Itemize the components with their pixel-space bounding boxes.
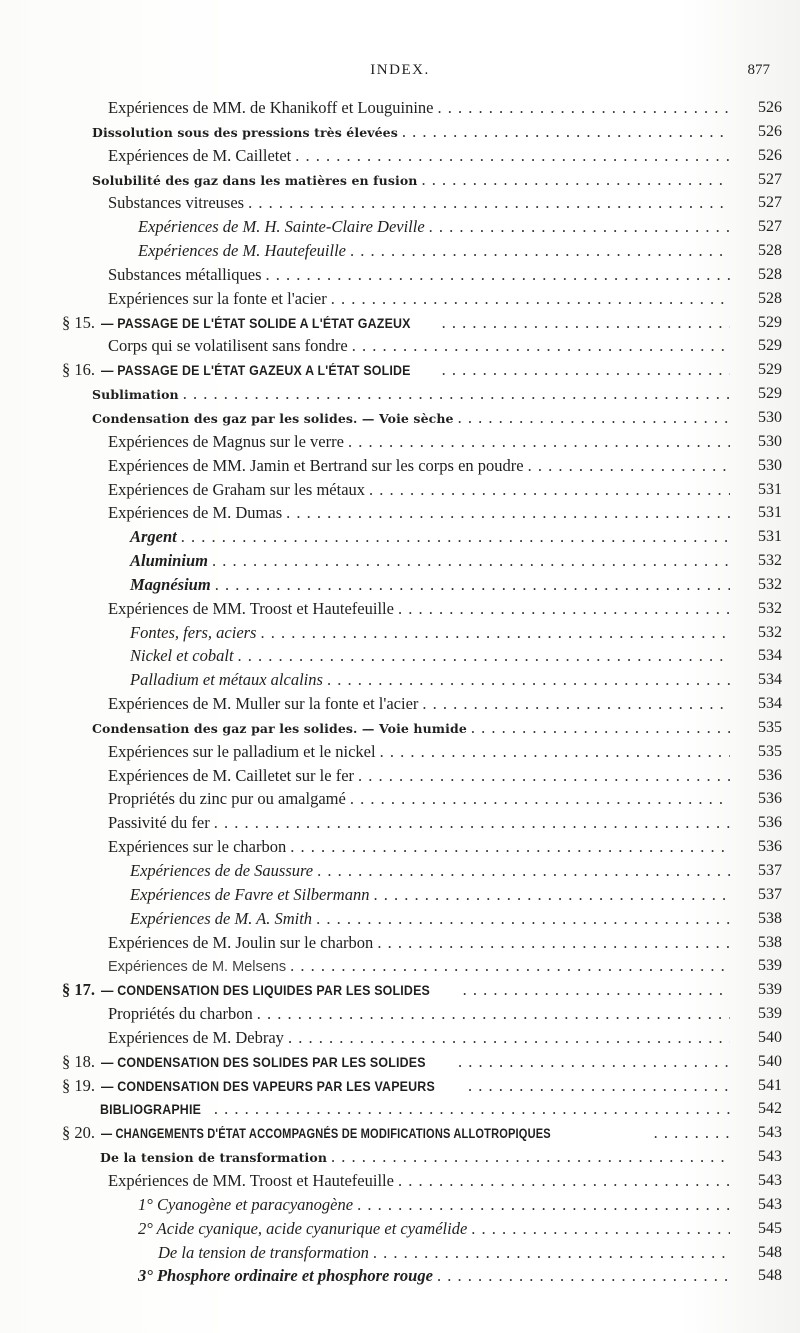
dot-leader <box>358 764 730 788</box>
dot-leader <box>442 311 730 335</box>
dot-leader <box>357 1193 730 1217</box>
dot-leader <box>463 978 730 1002</box>
dot-leader <box>398 597 730 621</box>
index-entry <box>0 931 800 955</box>
entry-label: Propriétés du zinc pur ou amalgamé <box>108 789 346 809</box>
entry-page: 545 <box>758 1219 782 1237</box>
dot-leader <box>373 883 730 907</box>
dot-leader <box>316 907 730 931</box>
index-entry <box>0 668 800 692</box>
entry-label: Passivité du fer <box>108 813 210 833</box>
entry-label: Fontes, fers, aciers <box>130 622 257 642</box>
dot-leader <box>398 1169 730 1193</box>
dot-leader <box>350 787 730 811</box>
entry-page: 540 <box>758 1052 782 1070</box>
entry-label: 2° Acide cyanique, acide cyanurique et cyamélide <box>138 1218 468 1238</box>
index-entry <box>0 1002 800 1026</box>
entry-page: 535 <box>758 742 782 760</box>
index-entry <box>0 859 800 883</box>
dot-leader <box>442 358 730 382</box>
entry-label: Expériences de Favre et Silbermann <box>130 884 370 904</box>
entry-label: Expériences sur la fonte et l'acier <box>108 288 327 308</box>
dot-leader <box>471 1217 730 1241</box>
entry-page: 528 <box>758 242 782 260</box>
dot-leader <box>290 835 730 859</box>
entry-label: Expériences sur le palladium et le nickel <box>108 741 376 761</box>
dot-leader <box>295 144 730 168</box>
index-entry <box>0 406 800 430</box>
entry-page: 540 <box>758 1028 782 1046</box>
dot-leader <box>331 287 730 311</box>
dot-leader <box>352 334 730 358</box>
dot-leader <box>350 239 730 263</box>
entry-page: 548 <box>758 1267 782 1285</box>
section-number: § 17. <box>62 980 95 1000</box>
section-number: § 15. <box>62 312 95 332</box>
index-entry <box>0 120 800 144</box>
index-entry <box>0 954 800 978</box>
entry-page: 532 <box>758 575 782 593</box>
section-number: § 18. <box>62 1051 95 1071</box>
index-entry <box>0 1145 800 1169</box>
index-entry <box>0 1121 800 1145</box>
dot-leader <box>183 382 730 406</box>
entry-page: 534 <box>758 647 782 665</box>
index-entry <box>0 907 800 931</box>
entry-label: Aluminium <box>130 551 208 571</box>
entry-page: 536 <box>758 790 782 808</box>
entry-label: Expériences de M. Melsens <box>108 959 287 976</box>
entry-label: Argent <box>130 527 177 547</box>
index-entry <box>0 644 800 668</box>
entry-label: 3° Phosphore ordinaire et phosphore rouge <box>138 1266 433 1286</box>
entry-label: Expériences de M. H. Sainte-Claire Deville <box>138 217 425 237</box>
entry-page: 528 <box>758 265 782 283</box>
running-title: INDEX. <box>370 62 430 78</box>
index-entry <box>0 549 800 573</box>
section-heading: — CHANGEMENTS D'ÉTAT ACCOMPAGNÉS DE MODIFICATIONS ALLOTROPIQUES <box>101 1126 551 1142</box>
dot-leader <box>468 1074 730 1098</box>
dot-leader <box>528 454 730 478</box>
entry-page: 527 <box>758 218 782 236</box>
entry-label: Expériences sur le charbon <box>108 837 287 857</box>
index-list <box>0 96 800 1288</box>
index-entry <box>0 263 800 287</box>
entry-page: 528 <box>758 289 782 307</box>
dot-leader <box>369 478 730 502</box>
entry-label: Expériences de M. Cailletet sur le fer <box>108 765 355 785</box>
dot-leader <box>471 716 730 740</box>
entry-label: Nickel et cobalt <box>130 646 234 666</box>
entry-label: Expériences de M. Hautefeuille <box>138 241 346 261</box>
entry-page: 527 <box>758 194 782 212</box>
entry-page: 543 <box>758 1171 782 1189</box>
index-entry <box>0 811 800 835</box>
index-entry <box>0 215 800 239</box>
entry-page: 527 <box>758 170 782 188</box>
entry-label: Expériences de M. Muller sur la fonte et l'acier <box>108 694 419 714</box>
entry-label: Magnésium <box>130 574 211 594</box>
index-entry <box>0 1097 800 1121</box>
entry-label: Expériences de de Saussure <box>130 861 314 880</box>
index-entry <box>0 430 800 454</box>
entry-page: 526 <box>758 146 782 164</box>
dot-leader <box>257 1002 730 1026</box>
dot-leader <box>238 644 730 668</box>
index-entry <box>0 883 800 907</box>
entry-label: Sublimation <box>92 387 179 403</box>
entry-label: Propriétés du charbon <box>108 1004 253 1024</box>
index-entry <box>0 287 800 311</box>
section-number: § 19. <box>62 1075 95 1095</box>
entry-label: De la tension de transformation <box>100 1150 328 1166</box>
entry-page: 536 <box>758 814 782 832</box>
index-entry <box>0 1026 800 1050</box>
entry-page: 535 <box>758 718 782 736</box>
index-entry <box>0 1217 800 1241</box>
dot-leader <box>458 1050 730 1074</box>
entry-label: De la tension de transformation <box>158 1242 369 1262</box>
dot-leader <box>327 668 730 692</box>
entry-page: 543 <box>758 1148 782 1166</box>
entry-label: Substances vitreuses <box>108 193 245 213</box>
entry-label: Expériences de Graham sur les métaux <box>108 479 366 499</box>
entry-label: 1° Cyanogène et paracyanogène <box>138 1194 354 1214</box>
index-entry <box>0 501 800 525</box>
index-entry <box>0 1264 800 1288</box>
dot-leader <box>654 1121 730 1145</box>
entry-page: 543 <box>758 1195 782 1213</box>
index-entry <box>0 692 800 716</box>
entry-label: Expériences de MM. Jamin et Bertrand sur les corps en poudre <box>108 455 524 475</box>
dot-leader <box>181 525 730 549</box>
index-entry <box>0 835 800 859</box>
dot-leader <box>380 740 730 764</box>
entry-label: Expériences de M. Debray <box>108 1027 284 1047</box>
dot-leader <box>214 811 730 835</box>
entry-page: 529 <box>758 385 782 403</box>
entry-label: Dissolution sous des pressions très élevées <box>92 124 398 140</box>
index-entry <box>0 168 800 192</box>
section-heading: — PASSAGE DE L'ÉTAT SOLIDE A L'ÉTAT GAZEUX <box>101 315 411 331</box>
section-number: § 16. <box>62 360 95 380</box>
dot-leader <box>290 954 730 978</box>
index-entry <box>0 191 800 215</box>
entry-page: 529 <box>758 361 782 379</box>
entry-page: 536 <box>758 838 782 856</box>
entry-page: 539 <box>758 957 782 975</box>
index-entry <box>0 978 800 1002</box>
entry-page: 541 <box>758 1076 782 1094</box>
entry-page: 532 <box>758 552 782 570</box>
entry-page: 529 <box>758 313 782 331</box>
entry-label: Solubilité des gaz dans les matières en fusion <box>92 172 418 188</box>
dot-leader <box>429 215 730 239</box>
entry-label: Expériences de Magnus sur le verre <box>108 431 344 451</box>
dot-leader <box>288 1026 730 1050</box>
index-entry <box>0 1241 800 1265</box>
section-heading: BIBLIOGRAPHIE <box>100 1102 202 1118</box>
entry-page: 538 <box>758 933 782 951</box>
section-heading: — PASSAGE DE L'ÉTAT GAZEUX A L'ÉTAT SOLIDE <box>101 363 411 379</box>
dot-leader <box>402 120 730 144</box>
dot-leader <box>348 430 730 454</box>
section-heading: — CONDENSATION DES LIQUIDES PAR LES SOLIDES <box>101 983 431 999</box>
entry-page: 530 <box>758 408 782 426</box>
dot-leader <box>422 692 730 716</box>
entry-label: Palladium et métaux alcalins <box>130 670 323 690</box>
entry-page: 531 <box>758 504 782 522</box>
index-entry <box>0 1193 800 1217</box>
index-entry <box>0 454 800 478</box>
entry-page: 538 <box>758 909 782 927</box>
dot-leader <box>317 859 730 883</box>
index-entry <box>0 787 800 811</box>
section-heading: — CONDENSATION DES VAPEURS PAR LES VAPEURS <box>101 1078 435 1094</box>
dot-leader <box>214 1097 730 1121</box>
index-entry <box>0 1050 800 1074</box>
index-entry <box>0 597 800 621</box>
entry-page: 534 <box>758 695 782 713</box>
entry-page: 530 <box>758 456 782 474</box>
index-entry <box>0 573 800 597</box>
entry-page: 543 <box>758 1124 782 1142</box>
entry-page: 531 <box>758 480 782 498</box>
index-entry <box>0 239 800 263</box>
entry-label: Expériences de M. Dumas <box>108 503 283 523</box>
index-entry <box>0 358 800 382</box>
entry-label: Condensation des gaz par les solides. — Voie sèche <box>92 410 454 426</box>
index-entry <box>0 525 800 549</box>
index-entry <box>0 334 800 358</box>
entry-label: Expériences de M. Cailletet <box>108 145 292 165</box>
index-entry <box>0 96 800 120</box>
dot-leader <box>373 1241 730 1265</box>
dot-leader <box>286 501 730 525</box>
index-entry <box>0 478 800 502</box>
entry-page: 539 <box>758 981 782 999</box>
index-entry <box>0 1074 800 1098</box>
dot-leader <box>248 191 730 215</box>
dot-leader <box>377 931 730 955</box>
index-entry <box>0 764 800 788</box>
dot-leader <box>437 1264 730 1288</box>
dot-leader <box>331 1145 730 1169</box>
index-entry <box>0 311 800 335</box>
dot-leader <box>437 96 730 120</box>
entry-page: 530 <box>758 432 782 450</box>
entry-page: 532 <box>758 623 782 641</box>
index-entry <box>0 716 800 740</box>
dot-leader <box>260 621 730 645</box>
entry-page: 536 <box>758 766 782 784</box>
dot-leader <box>266 263 730 287</box>
entry-label: Expériences de M. A. Smith <box>130 908 313 928</box>
index-entry <box>0 382 800 406</box>
index-entry <box>0 144 800 168</box>
section-heading: — CONDENSATION DES SOLIDES PAR LES SOLIDES <box>101 1054 426 1070</box>
section-number: § 20. <box>62 1123 95 1143</box>
entry-page: 526 <box>758 122 782 140</box>
dot-leader <box>212 549 730 573</box>
entry-page: 537 <box>758 885 782 903</box>
entry-page: 539 <box>758 1005 782 1023</box>
dot-leader <box>458 406 730 430</box>
entry-label: Expériences de MM. Troost et Hautefeuille <box>108 1170 394 1190</box>
page-header <box>0 62 800 86</box>
entry-label: Condensation des gaz par les solides. — Voie humide <box>92 720 467 736</box>
index-entry <box>0 1169 800 1193</box>
entry-label: Corps qui se volatilisent sans fondre <box>108 336 348 356</box>
dot-leader <box>421 168 730 192</box>
entry-page: 548 <box>758 1243 782 1261</box>
entry-page: 532 <box>758 599 782 617</box>
index-entry <box>0 740 800 764</box>
entry-label: Expériences de MM. de Khanikoff et Louguinine <box>108 98 434 117</box>
entry-page: 537 <box>758 862 782 879</box>
entry-page: 531 <box>758 528 782 546</box>
entry-label: Expériences de MM. Troost et Hautefeuille <box>108 598 394 618</box>
entry-page: 529 <box>758 337 782 355</box>
dot-leader <box>215 573 730 597</box>
index-entry <box>0 621 800 645</box>
entry-page: 526 <box>758 99 782 116</box>
page-number: 877 <box>747 62 770 78</box>
entry-page: 534 <box>758 671 782 689</box>
entry-page: 542 <box>758 1100 782 1118</box>
entry-label: Expériences de M. Joulin sur le charbon <box>108 932 374 952</box>
entry-label: Substances métalliques <box>108 264 262 284</box>
